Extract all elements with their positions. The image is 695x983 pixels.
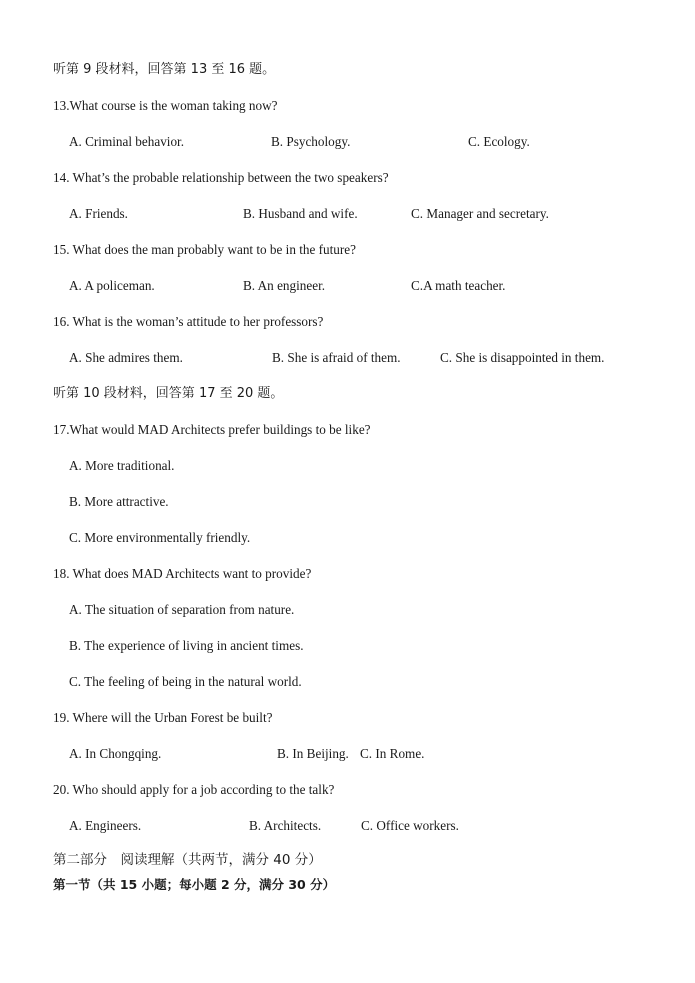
option-a: A. The situation of separation from nature. xyxy=(69,602,295,617)
option-b: B. In Beijing. xyxy=(277,746,349,761)
option-b: B. Architects. xyxy=(249,818,322,833)
question-stem: 15. What does the man probably want to be in the future? xyxy=(53,242,356,257)
question-stem: 13.What course is the woman taking now? xyxy=(53,98,278,113)
question-stem: 17.What would MAD Architects prefer buildings to be like? xyxy=(53,422,371,437)
question-stem: 19. Where will the Urban Forest be built? xyxy=(53,710,273,725)
option-a: A. Criminal behavior. xyxy=(69,134,185,149)
option-b: B. An engineer. xyxy=(243,278,326,293)
option-b: B. More attractive. xyxy=(69,494,169,509)
option-b: B. The experience of living in ancient times. xyxy=(69,638,304,653)
option-c: C. Ecology. xyxy=(468,134,530,149)
question-stem: 20. Who should apply for a job according to the talk? xyxy=(53,782,335,797)
option-a: A. She admires them. xyxy=(69,350,183,365)
option-c: C. She is disappointed in them. xyxy=(440,350,605,365)
option-a: A. A policeman. xyxy=(69,278,155,293)
option-c: C. More environmentally friendly. xyxy=(69,530,251,545)
option-b: B. She is afraid of them. xyxy=(272,350,401,365)
option-c: C.A math teacher. xyxy=(411,278,506,293)
option-c: C. Manager and secretary. xyxy=(411,206,549,221)
section-heading: 第一节（共 15 小题；每小题 2 分，满分 30 分） xyxy=(53,877,336,892)
option-b: B. Husband and wife. xyxy=(243,206,358,221)
section-instruction: 听第 10 段材料，回答第 17 至 20 题。 xyxy=(53,386,284,401)
section-instruction: 听第 9 段材料，回答第 13 至 16 题。 xyxy=(53,62,276,77)
option-c: C. In Rome. xyxy=(360,746,425,761)
part-heading: 第二部分 阅读理解（共两节，满分 40 分） xyxy=(53,852,322,868)
option-a: A. Engineers. xyxy=(69,818,142,833)
question-stem: 18. What does MAD Architects want to provide? xyxy=(53,566,312,581)
option-c: C. Office workers. xyxy=(361,818,459,833)
question-stem: 14. What’s the probable relationship between the two speakers? xyxy=(53,170,389,185)
option-a: A. More traditional. xyxy=(69,458,175,473)
option-a: A. In Chongqing. xyxy=(69,746,162,761)
option-b: B. Psychology. xyxy=(271,134,351,149)
option-c: C. The feeling of being in the natural world. xyxy=(69,674,302,689)
question-stem: 16. What is the woman’s attitude to her professors? xyxy=(53,314,324,329)
option-a: A. Friends. xyxy=(69,206,128,221)
